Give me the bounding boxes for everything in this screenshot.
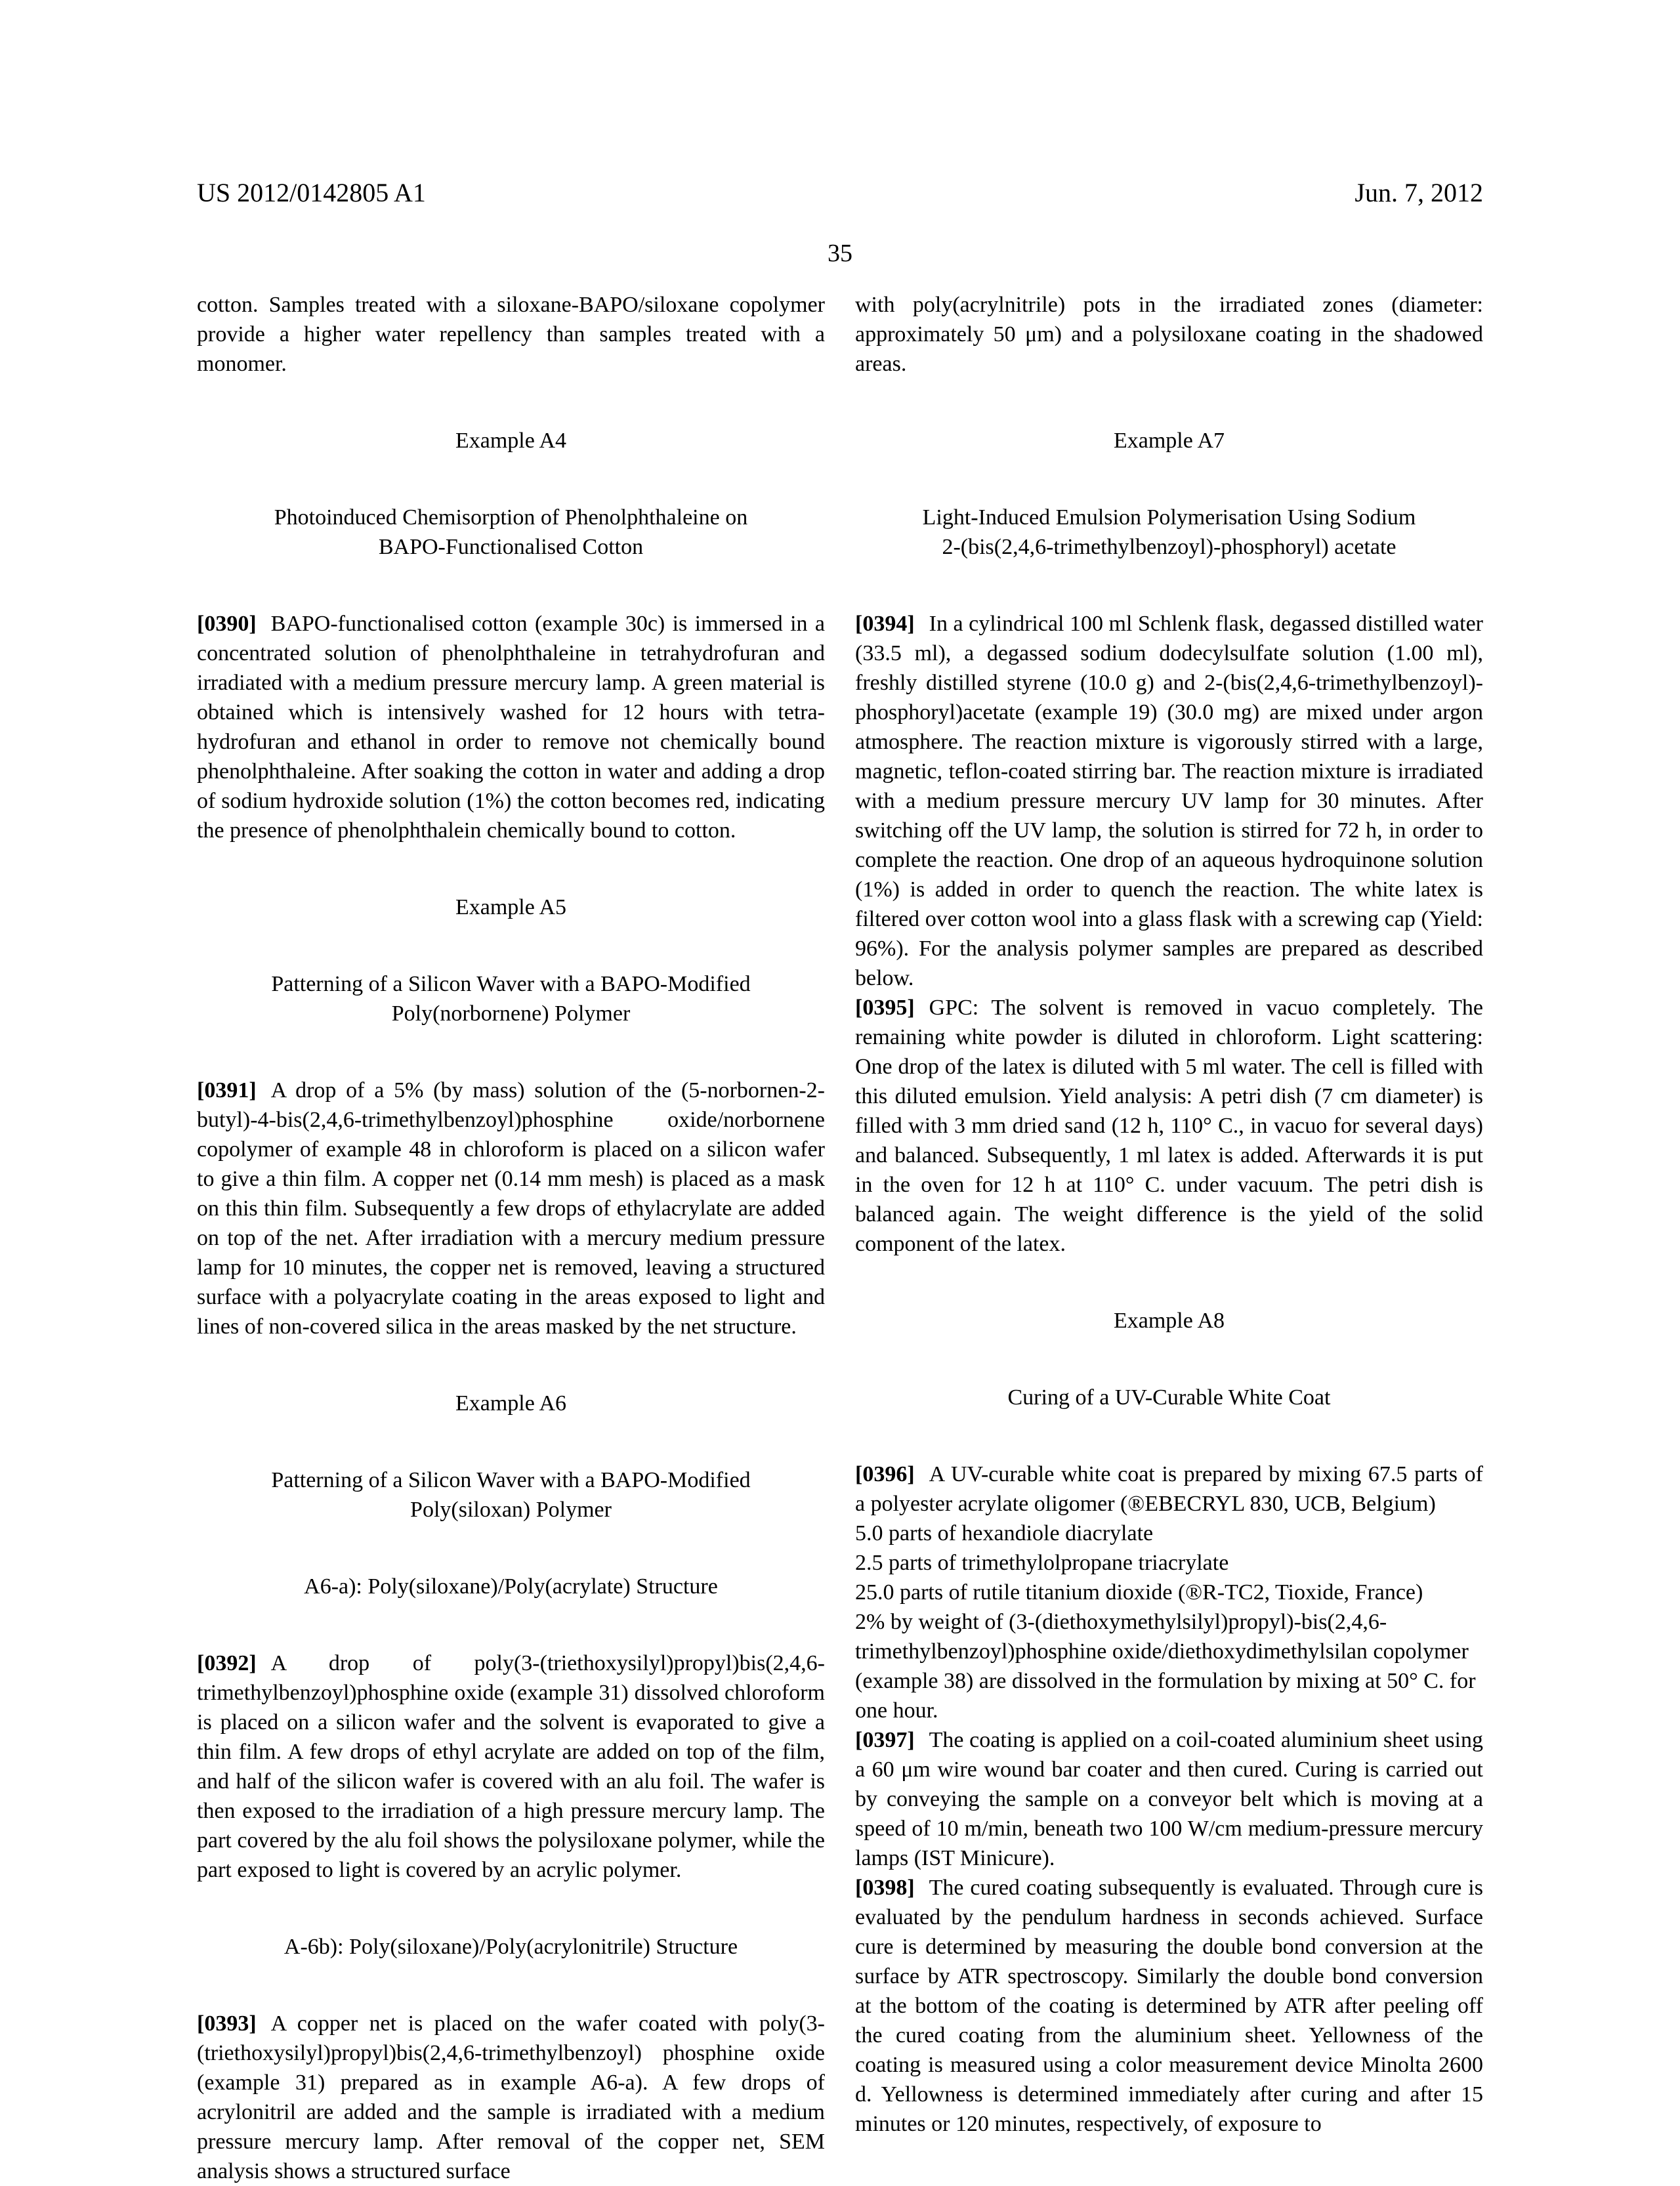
paragraph-text: In a cylindrical 100 ml Schlenk flask, degassed distilled water (33.5 ml), a degassed sodium dodecylsulfate solution (1.00 ml), freshly distilled styrene (10.0 g) and 2-(bis(2,4,6-trimethylbenzoyl)-phosphoryl)acetate (example 19) (30.0 mg) are mixed under argon atmosphere. The reaction mixture is vigorously stirred with a large, magnetic, teflon-coated stirring bar. The reaction mixture is irradiated with a medium pressure mercury UV lamp for 30 minutes. After switching off the UV lamp, the solution is stirred for 72 h, in order to complete the reaction. One drop of an aqueous hydroquinone solution (1%) is added in order to quench the reaction. The white latex is filtered over cotton wool into a glass flask with a screwing cap (Yield: 96%). For the analysis polymer samples are prepared as described below. xyxy=(855,612,1483,990)
paragraph-number: [0395] xyxy=(855,996,915,1020)
formulation-line: 25.0 parts of rutile titanium dioxide (®R-TC2, Tioxide, France) xyxy=(855,1580,1423,1605)
paragraph-number: [0392] xyxy=(197,1651,257,1675)
page-number: 35 xyxy=(828,240,852,267)
paragraph-number: [0390] xyxy=(197,612,257,636)
formulation-line: 2% by weight of (3-(diethoxymethylsilyl)propyl)-bis(2,4,6-trimethylbenzoyl)phosphine oxide/diethoxydimethylsilan copolymer (example 38) are dissolved in the formulation by mixing at 50° C. for one hour. xyxy=(855,1610,1476,1723)
section-heading-example-a4: Example A4 xyxy=(455,429,567,453)
patent-number: US 2012/0142805 A1 xyxy=(197,178,426,207)
section-heading-example-a7: Example A7 xyxy=(1113,429,1225,453)
paragraph-text: The coating is applied on a coil-coated aluminium sheet using a 60 μm wire wound bar coater and then cured. Curing is carried out by conveying the sample on a conveyor belt which is moving at a speed of 10 m/min, beneath two 100 W/cm medium-pressure mercury lamps (IST Minicure). xyxy=(855,1728,1483,1870)
left-column xyxy=(197,290,825,2186)
two-column-body xyxy=(197,290,1483,2186)
section-subheading-a6b: A-6b): Poly(siloxane)/Poly(acrylonitrile) Structure xyxy=(284,1935,738,1959)
paragraph-number: [0393] xyxy=(197,2011,257,2036)
section-subheading: Photoinduced Chemisorption of Phenolphthaleine on BAPO-Functionalised Cotton xyxy=(274,505,748,559)
section-heading-example-a5: Example A5 xyxy=(455,895,567,919)
paragraph-text: GPC: The solvent is removed in vacuo completely. The remaining white powder is diluted in chloroform. Light scattering: One drop of the latex is diluted with 5 ml water. The cell is filled with this diluted emulsion. Yield analysis: A petri dish (7 cm diameter) is filled with 3 mm dried sand (12 h, 110° C., in vacuo for several days) and balanced. Subsequently, 1 ml latex is added. Afterwards it is put in the oven for 12 h at 110° C. under vacuum. The petri dish is balanced again. The weight difference is the yield of the solid component of the latex. xyxy=(855,996,1483,1256)
publication-date: Jun. 7, 2012 xyxy=(1354,178,1483,207)
paragraph-text: The cured coating subsequently is evaluated. Through cure is evaluated by the pendulum hardness in seconds achieved. Surface cure is determined by measuring the double bond conversion at the surface by ATR spectroscopy. Similarly the double bond conversion at the bottom of the coating is determined by ATR after peeling off the cured coating from the aluminium sheet. Yellowness of the coating is measured using a color measurement device Minolta 2600 d. Yellowness is determined immediately after curing and after 15 minutes or 120 minutes, respectively, of exposure to xyxy=(855,1876,1483,2136)
formulation-line: 5.0 parts of hexandiole diacrylate xyxy=(855,1521,1154,1545)
paragraph-text: A UV-curable white coat is prepared by mixing 67.5 parts of a polyester acrylate oligomer (®EBECRYL 830, UCB, Belgium) xyxy=(855,1462,1483,1516)
paragraph-0395 xyxy=(855,993,1483,1259)
formulation-line: 2.5 parts of trimethylolpropane triacrylate xyxy=(855,1551,1229,1575)
section-subheading: Patterning of a Silicon Waver with a BAPO-Modified Poly(norbornene) Polymer xyxy=(271,972,751,1026)
paragraph-number: [0396] xyxy=(855,1462,915,1486)
paragraph-0392 xyxy=(197,1649,825,1885)
paragraph-0393 xyxy=(197,2009,825,2186)
paragraph-number: [0391] xyxy=(197,1078,257,1103)
paragraph-text: A copper net is placed on the wafer coated with poly(3-(triethoxysilyl)propyl)bis(2,4,6-trimethylbenzoyl) phosphine oxide (example 31) prepared as in example A6-a). A few drops of acrylonitril are added and the sample is irradiated with a medium pressure mercury lamp. After removal of the copper net, SEM analysis shows a structured surface xyxy=(197,2011,825,2183)
paragraph-0396 xyxy=(855,1460,1483,1519)
right-column xyxy=(855,290,1483,2186)
paragraph-text: BAPO-functionalised cotton (example 30c) is immersed in a concentrated solution of phenolphthaleine in tetrahydrofuran and irradiated with a medium pressure mercury lamp. A green material is obtained which is intensively washed for 12 hours with tetra-hydrofuran and ethanol in order to remove not chemically bound phenolphthaleine. After soaking the cotton in water and adding a drop of sodium hydroxide solution (1%) the cotton becomes red, indicating the presence of phenolphthalein chemically bound to cotton. xyxy=(197,612,825,843)
paragraph-number: [0394] xyxy=(855,612,915,636)
paragraph-number: [0398] xyxy=(855,1876,915,1900)
section-subheading: Patterning of a Silicon Waver with a BAPO-Modified Poly(siloxan) Polymer xyxy=(271,1468,751,1522)
paragraph-0391 xyxy=(197,1076,825,1341)
page-header xyxy=(197,179,1483,207)
paragraph-text: A drop of a 5% (by mass) solution of the (5-norbornen-2-butyl)-4-bis(2,4,6-trimethylbenzoyl)phosphine oxide/norbornene copolymer of example 48 in chloroform is placed on a silicon wafer to give a thin film. A copper net (0.14 mm mesh) is placed as a mask on this thin film. Subsequently a few drops of ethylacrylate are added on top of the net. After irradiation with a mercury medium pressure lamp for 10 minutes, the copper net is removed, leaving a structured surface with a polyacrylate coating in the areas exposed to light and lines of non-covered silica in the areas masked by the net structure. xyxy=(197,1078,825,1339)
section-subheading-a6a: A6-a): Poly(siloxane)/Poly(acrylate) Structure xyxy=(304,1574,718,1599)
paragraph-text: A drop of poly(3-(triethoxysilyl)propyl)bis(2,4,6-trimethylbenzoyl)phosphine oxide (example 31) dissolved chloroform is placed on a silicon wafer and the solvent is evaporated to give a thin film. A few drops of ethyl acrylate are added on top of the film, and half of the silicon wafer is covered with an alu foil. The wafer is then exposed to the irradiation of a high pressure mercury lamp. The part covered by the alu foil shows the polysiloxane polymer, while the part exposed to light is covered by an acrylic polymer. xyxy=(197,1651,825,1882)
section-subheading: Light-Induced Emulsion Polymerisation Using Sodium 2-(bis(2,4,6-trimethylbenzoyl)-phosphoryl) acetate xyxy=(922,505,1416,559)
paragraph-0390 xyxy=(197,609,825,845)
paragraph-0397 xyxy=(855,1725,1483,1873)
section-subheading: Curing of a UV-Curable White Coat xyxy=(1007,1385,1331,1410)
section-heading-example-a8: Example A8 xyxy=(1113,1309,1225,1333)
continued-paragraph: cotton. Samples treated with a siloxane-BAPO/siloxane copolymer provide a higher water repellency than samples treated with a monomer. xyxy=(197,293,825,376)
paragraph-number: [0397] xyxy=(855,1728,915,1752)
paragraph-0398 xyxy=(855,1873,1483,2139)
paragraph-0394 xyxy=(855,609,1483,993)
section-heading-example-a6: Example A6 xyxy=(455,1391,567,1416)
continued-paragraph: with poly(acrylnitrile) pots in the irradiated zones (diameter: approximately 50 μm) and a polysiloxane coating in the shadowed areas. xyxy=(855,293,1483,376)
